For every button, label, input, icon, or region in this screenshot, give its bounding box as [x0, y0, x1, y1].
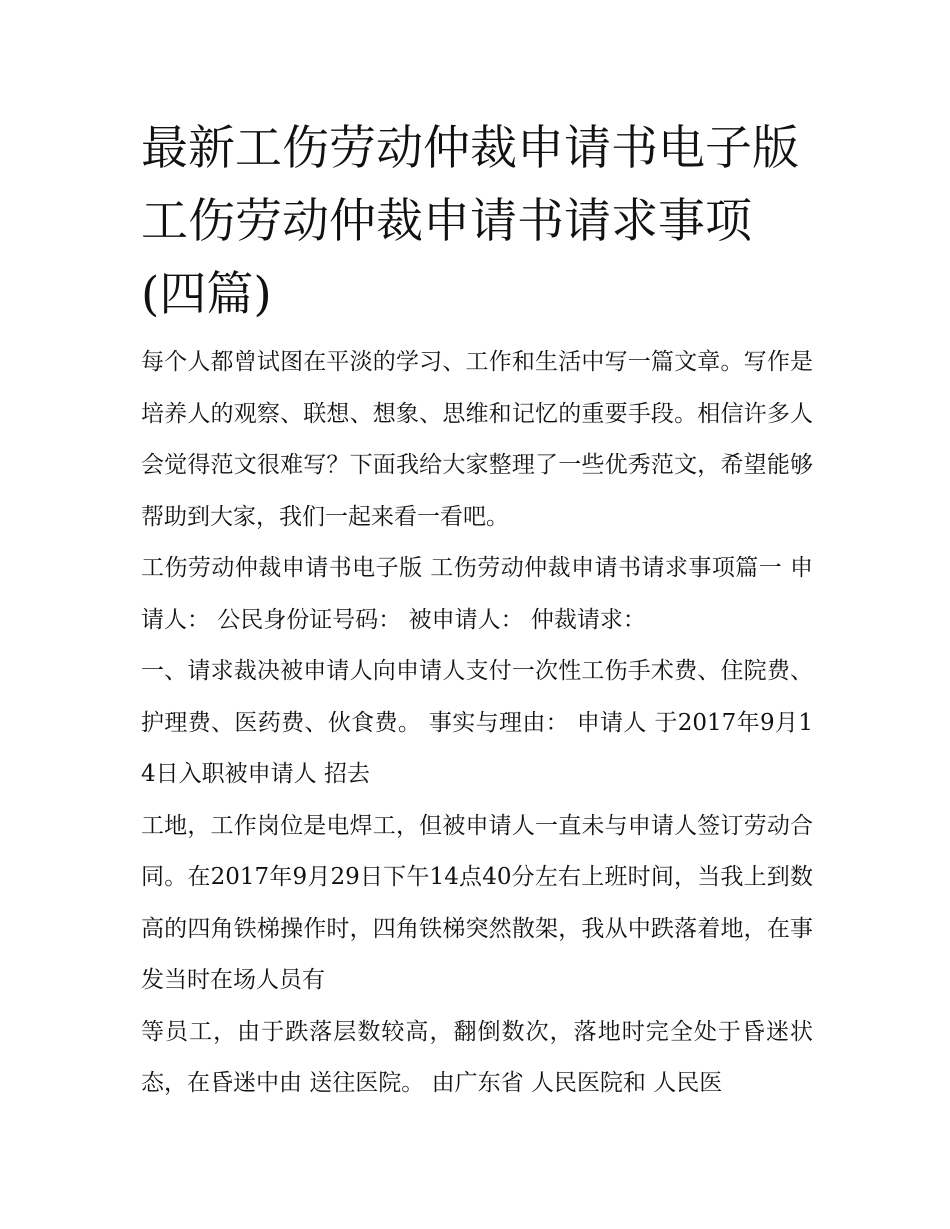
heading-paragraph: 工伤劳动仲裁申请书电子版 工伤劳动仲裁申请书请求事项篇一 申请人： 公民身份证号码： 被申请人： 仲裁请求： — [141, 555, 813, 633]
intro-paragraph: 每个人都曾试图在平淡的学习、工作和生活中写一篇文章。写作是培养人的观察、联想、想象、思维和记忆的重要手段。相信许多人会觉得范文很难写？下面我给大家整理了一些优秀范文，希望能够帮助到大家，我们一起来看一看吧。 — [141, 349, 813, 530]
claim-paragraph: 一、请求裁决被申请人向申请人支付一次性工伤手术费、住院费、护理费、医药费、伙食费。 事实与理由： 申请人 于2017年9月14日入职被申请人 招去 — [141, 658, 813, 787]
document-body — [141, 337, 813, 1110]
document-page — [141, 112, 813, 1110]
injury-paragraph: 等员工，由于跌落层数较高，翻倒数次，落地时完全处于昏迷状态，在昏迷中由 送往医院。 由广东省 人民医院和 人民医 — [141, 1018, 813, 1096]
facts-paragraph: 工地，工作岗位是电焊工，但被申请人一直未与申请人签订劳动合同。在2017年9月29日下午14点40分左右上班时间，当我上到数高的四角铁梯操作时，四角铁梯突然散架，我从中跌落着地，在事发当时在场人员有 — [141, 812, 813, 993]
document-title: 最新工伤劳动仲裁申请书电子版 工伤劳动仲裁申请书请求事项(四篇) — [141, 121, 799, 322]
